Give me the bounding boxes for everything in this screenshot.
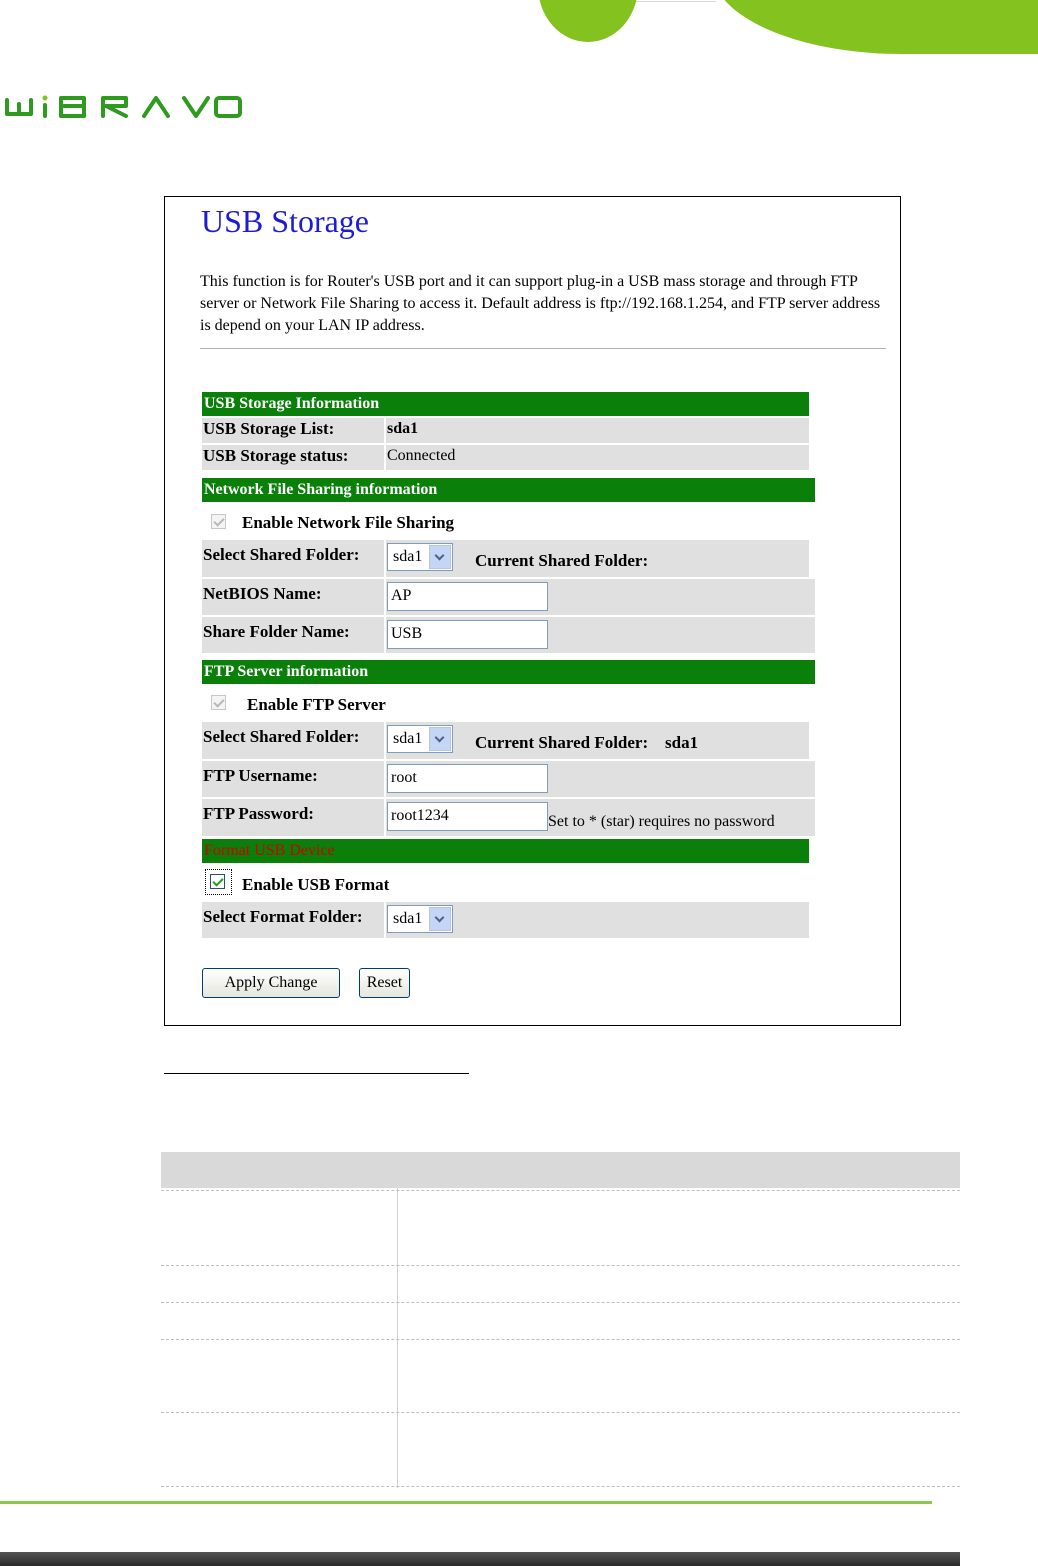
format-enable-label: Enable USB Format — [242, 875, 390, 894]
page-description: This function is for Router's USB port and it can support plug-in a USB mass storage and through FTP server or Network File Sharing to access it. Default address is ftp://192.168.1.254, and FTP server address is depend on your LAN IP address. — [200, 273, 881, 334]
ftp-username-label: FTP Username: — [203, 766, 318, 785]
ftp-password-label: FTP Password: — [203, 804, 314, 823]
section-nfs: Network File Sharing information — [202, 478, 815, 502]
table-row-divider — [161, 1339, 960, 1341]
footer-green-line — [0, 1501, 932, 1504]
ftp-enable-label: Enable FTP Server — [247, 695, 386, 714]
table-row-divider — [161, 1265, 960, 1267]
nfs-folder-selected: sda1 — [393, 548, 423, 565]
ftp-folder-label: Select Shared Folder: — [203, 727, 360, 746]
usb-storage-panel — [164, 196, 901, 1026]
table-row-divider — [161, 1412, 960, 1414]
section-format: Format USB Device — [202, 839, 809, 863]
ftp-password-hint: Set to * (star) requires no password — [548, 813, 775, 830]
header-decoration-right — [712, 0, 1038, 54]
cell-divider — [384, 617, 386, 653]
usb-list-value: sda1 — [387, 420, 419, 437]
table-row-divider — [161, 1190, 960, 1192]
nfs-enable-label: Enable Network File Sharing — [242, 513, 455, 532]
ftp-username-input[interactable]: root — [387, 764, 548, 793]
nfs-folder-label: Select Shared Folder: — [203, 545, 360, 564]
header-hairline — [636, 1, 716, 2]
cell-divider — [384, 722, 386, 759]
cell-divider — [384, 579, 386, 615]
nfs-folder-select[interactable] — [387, 543, 453, 571]
usb-status-value: Connected — [387, 447, 456, 464]
table-header — [161, 1152, 960, 1188]
cell-divider — [384, 799, 386, 836]
netbios-input[interactable]: AP — [387, 582, 548, 611]
format-enable-checkbox[interactable] — [210, 874, 225, 889]
cell-divider — [384, 540, 386, 577]
chevron-down-icon — [429, 727, 451, 751]
chevron-down-icon — [429, 907, 451, 931]
wibravo-logo — [4, 94, 244, 120]
cell-divider — [384, 761, 386, 797]
ftp-folder-selected: sda1 — [393, 730, 423, 747]
apply-change-button[interactable]: Apply Change — [202, 968, 340, 998]
caption-underline — [164, 1073, 469, 1074]
reset-button[interactable]: Reset — [359, 968, 410, 998]
cell-divider — [384, 902, 386, 938]
ftp-current-folder-label: Current Shared Folder: — [475, 733, 649, 752]
ftp-current-folder-value: sda1 — [665, 733, 699, 752]
footer-bar — [0, 1552, 960, 1566]
cell-divider — [384, 418, 386, 443]
format-folder-selected: sda1 — [393, 910, 423, 927]
ftp-enable-checkbox[interactable] — [211, 695, 226, 710]
format-folder-label: Select Format Folder: — [203, 907, 363, 926]
cell-divider — [384, 445, 386, 470]
usb-status-label: USB Storage status: — [203, 446, 349, 465]
netbios-label: NetBIOS Name: — [203, 584, 322, 603]
section-usb-info: USB Storage Information — [202, 392, 809, 416]
share-name-input[interactable]: USB — [387, 620, 548, 649]
separator — [200, 348, 886, 349]
nfs-current-folder-label: Current Shared Folder: — [475, 551, 649, 570]
table-column-divider — [397, 1188, 398, 1488]
share-name-label: Share Folder Name: — [203, 622, 350, 641]
nfs-enable-checkbox[interactable] — [211, 514, 226, 529]
table-row-divider — [161, 1486, 960, 1488]
ftp-folder-select[interactable] — [387, 725, 453, 753]
header-decoration-left — [538, 0, 638, 42]
section-ftp: FTP Server information — [202, 660, 815, 684]
table-row-divider — [161, 1302, 960, 1304]
ftp-password-input[interactable]: root1234 — [387, 802, 548, 831]
usb-list-label: USB Storage List: — [203, 419, 335, 438]
page-title: USB Storage — [201, 203, 369, 239]
format-folder-select[interactable] — [387, 905, 453, 933]
chevron-down-icon — [429, 545, 451, 569]
